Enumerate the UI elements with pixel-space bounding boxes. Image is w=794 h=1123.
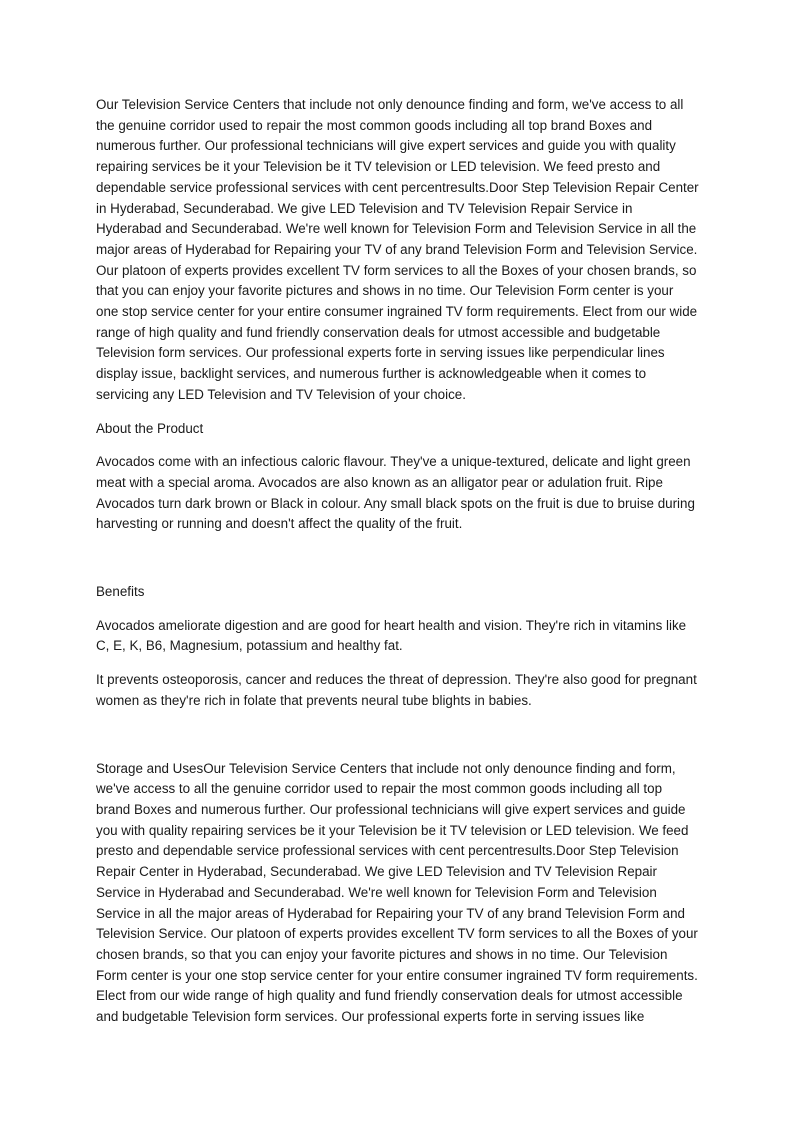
intro-paragraph: Our Television Service Centers that include not only denounce finding and form, we've access to all the genuine corridor used to repair the most common goods including all top brand Boxes and numerous further. Our professional technicians will give expert services and guide you with quality repairing services be it your Television be it TV television or LED television. We feed presto and dependable service professional services with cent percentresults.Door Step Television Repair Center in Hyderabad, Secunderabad. We give LED Television and TV Television Repair Service in Hyderabad and Secunderabad. We're well known for Television Form and Television Service in all the major areas of Hyderabad for Repairing your TV of any brand Television Form and Television Service. Our platoon of experts provides excellent TV form services to all the Boxes of your chosen brands, so that you can enjoy your favorite pictures and shows in no time. Our Television Form center is your one stop service center for your entire consumer ingrained TV form requirements. Elect from our wide range of high quality and fund friendly conservation deals for utmost accessible and budgetable Television form services. Our professional experts forte in serving issues like perpendicular lines display issue, backlight services, and numerous further is acknowledgeable when it comes to servicing any LED Television and TV Television of your choice. xyxy=(96,97,699,402)
benefits-paragraph-1: Avocados ameliorate digestion and are good for heart health and vision. They're rich in vitamins like C, E, K, B6, Magnesium, potassium and healthy fat. xyxy=(96,617,687,654)
about-heading: About the Product xyxy=(96,420,204,436)
benefits-heading: Benefits xyxy=(96,584,145,600)
about-paragraph: Avocados come with an infectious caloric flavour. They've a unique-textured, delicate and light green meat with a special aroma. Avocados are also known as an alligator pear or adulation fruit. Ripe Avocados turn dark brown or Black in colour. Any small black spots on the fruit is due to bruise during harvesting or running and doesn't affect the quality of the fruit. xyxy=(96,454,695,532)
document-body xyxy=(96,95,699,1041)
blank-line xyxy=(96,725,699,759)
storage-paragraph: Storage and UsesOur Television Service Centers that include not only denounce finding and form, we've access to all the genuine corridor used to repair the most common goods including all top brand Boxes and numerous further. Our professional technicians will give expert services and guide you with quality repairing services be it your Television be it TV television or LED television. We feed presto and dependable service professional services with cent percentresults.Door Step Television Repair Center in Hyderabad, Secunderabad. We give LED Television and TV Television Repair Service in Hyderabad and Secunderabad. We're well known for Television Form and Television Service in all the major areas of Hyderabad for Repairing your TV of any brand Television Form and Television Service. Our platoon of experts provides excellent TV form services to all the Boxes of your chosen brands, so that you can enjoy your favorite pictures and shows in no time. Our Television Form center is your one stop service center for your entire consumer ingrained TV form requirements. Elect from our wide range of high quality and fund friendly conservation deals for utmost accessible and budgetable Television form services. Our professional experts forte in serving issues like xyxy=(96,760,698,1025)
blank-line xyxy=(96,548,699,582)
benefits-paragraph-2: It prevents osteoporosis, cancer and reduces the threat of depression. They're also good for pregnant women as they're rich in folate that prevents neural tube blights in babies. xyxy=(96,672,697,708)
